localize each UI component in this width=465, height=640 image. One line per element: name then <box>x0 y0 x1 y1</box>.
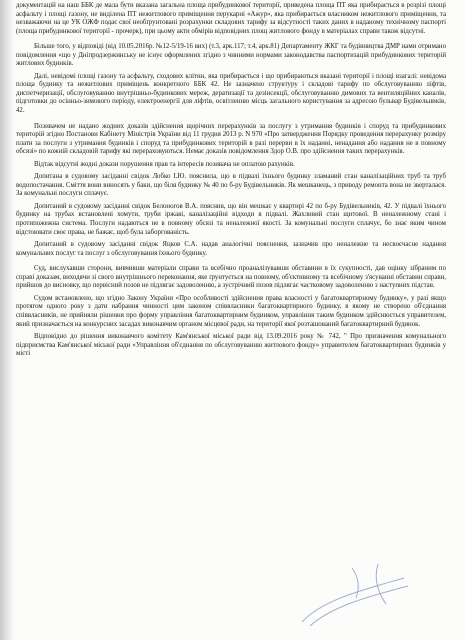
paragraph-3: Далі, невідомі площі газону та асфальту, сходових клітин, яка прибирається і що прибираються вказані території і площі взагалі: невідома площа будинку та нежитлових приміщень конкретного ББК 42. Не зазначено структуру і складові тарифу по обслуговуванню ліфтів, диспетчеризації, обслуговуванню внутрішньо-будинкових мереж, дератизації та дезінсекції, обслуговуванню димових та вентиляційних каналів, підготовки до осінньо-зимового періоду, електроенергії для ліфтів, освітленню місць загального користування за адресою бульвар Будівельників, 42. <box>16 72 446 115</box>
paragraph-6: Допитана в судовому засіданні свідок Лобко І.Ю. пояснила, що в підвалі їхнього будинку зламаний стан каналізаційних труб та труб водопостачання. Сміття вони виносять у баки, що біля будинку № 40 по б-ру Будівельників. Як мешканець, з приводу ремонта вона не зверталася. За комунальні послуги сплачує. <box>16 173 446 198</box>
paragraph-8: Допитаний в судовому засіданні свідок Яцков С.А. надав аналогічні пояснення, зазначив про неналежне та несвоєчасне надання комунальних послуг та послуг з обслуговування їхнього будинку. <box>16 241 446 257</box>
document-body <box>16 2 446 359</box>
paragraph-2: Більше того, у відповіді (від 10.05.2016р. №12-5/19-16 вих) (т.3, арк.117; т.4, арк.81) Департаменту ЖКГ та будівництва ДМР нами отримано повідомлення «що у Дніпродзержинську не існує оформлених згідно з чинними нормами законодавства паспортизацій прибудинкових територій житлових будинків. <box>16 43 446 68</box>
scan-edge-shadow <box>0 0 14 640</box>
paragraph-1: документацій на наш ББК де мала бути вказана загальна площа прибудинкової території, приведена площа ПТ яка прибирається в розрізі площі асфальту і площі газону, не виділена ПТ нежитлового приміщення перукарні «Ажур», яка прибирається власником нежитлового приміщення, та незважаючи на це УК ОЖФ подає свої необґрунтовані розрахунки складових тарифу за відсутності таких даних в наданому технічному паспорті (площа прибудинкової території - прочерк), при цьому акти обмірів відповідних площ житлового фонду в матеріалах справи також відсутні. <box>16 2 446 35</box>
paragraph-7: Допитаний в судовому засіданні свідок Белоногов В.А. пояснив, що він мешкає у квартирі 42 по б-ру Будівельників, 42. У підвалі їхнього будинку на трубах встановлені хомути, труби іржаві, каналізаційні відходи в підвалі. Жахливий стан щитової. В неналежному стані і протипожежна система. Послуги надаються не в повному обсязі та неналежної якості. За комунальні послуги сплачує, бо знає яким чином відстоювати своє права, не бажає, щоб була заборгованість. <box>16 202 446 236</box>
paragraph-11: Відповідно до рішення виконавчого комітету Кам'янської міської ради від 13.09.2016 року № 742, " Про призначення комунального підприємства Кам'янської міської ради «Управління об'єднання по обслуговуванню житлового фонду» управителем багатоквартирних будинків у місті <box>16 333 446 358</box>
paragraph-5: Відтак відсутні жодні докази порушення прав та інтересів позивача не оплатою рахунків. <box>34 160 295 168</box>
official-stamp <box>292 560 412 630</box>
paragraph-4: Позивачем не надано жодних доказів здійснення щорічних перерахунків за послугу з утримання будинків і споруд та прибудинкових територій згідно Постанови Кабінету Міністрів України від 11 грудня 2013 р. N 970 «Про затвердження Порядку проведення перерахунку розміру плати за послуги з утримання будинків і споруд та прибудинкових територій в разі перерви в їх наданні, ненадання або надання не в повному обсязі» по кожній складовій тарифу які перераховуються. Немає доказів повідомлення Здор О.В. про здійснення таких перерахунків. <box>16 122 446 156</box>
paragraph-9: Суд, вислухавши сторони, вивчивши матеріали справи та всебічно проаналізувавши обставини в їх сукупності, дав оцінку зібраним по справі доказам, виходячи зі свого внутрішнього переконання, яке ґрунтується на повному, об'єктивному та всебічному з'ясуванні обставин справи, прийшов до висновку, що первісний позов не підлягає задоволенню, а зустрічний позов підлягає частковому задоволенню з наступних підстав. <box>16 265 446 290</box>
paragraph-10: Судом встановлено, що згідно Закону України «Про особливості здійснення права власності у багатоквартирному будинку», у разі якщо протягом одного року з дати набрання чинності цим законом співвласники багатоквартирного будинку, в якому не створено об'єднання співвласників, не прийняли рішення про форму управління багатоквартирним будинком, управління таким будинком здійснюється управителем, який призначається на конкурсних засадах виконавчим органом місцевої ради, на території якої розташований багатоквартирний будинок. <box>16 294 446 328</box>
